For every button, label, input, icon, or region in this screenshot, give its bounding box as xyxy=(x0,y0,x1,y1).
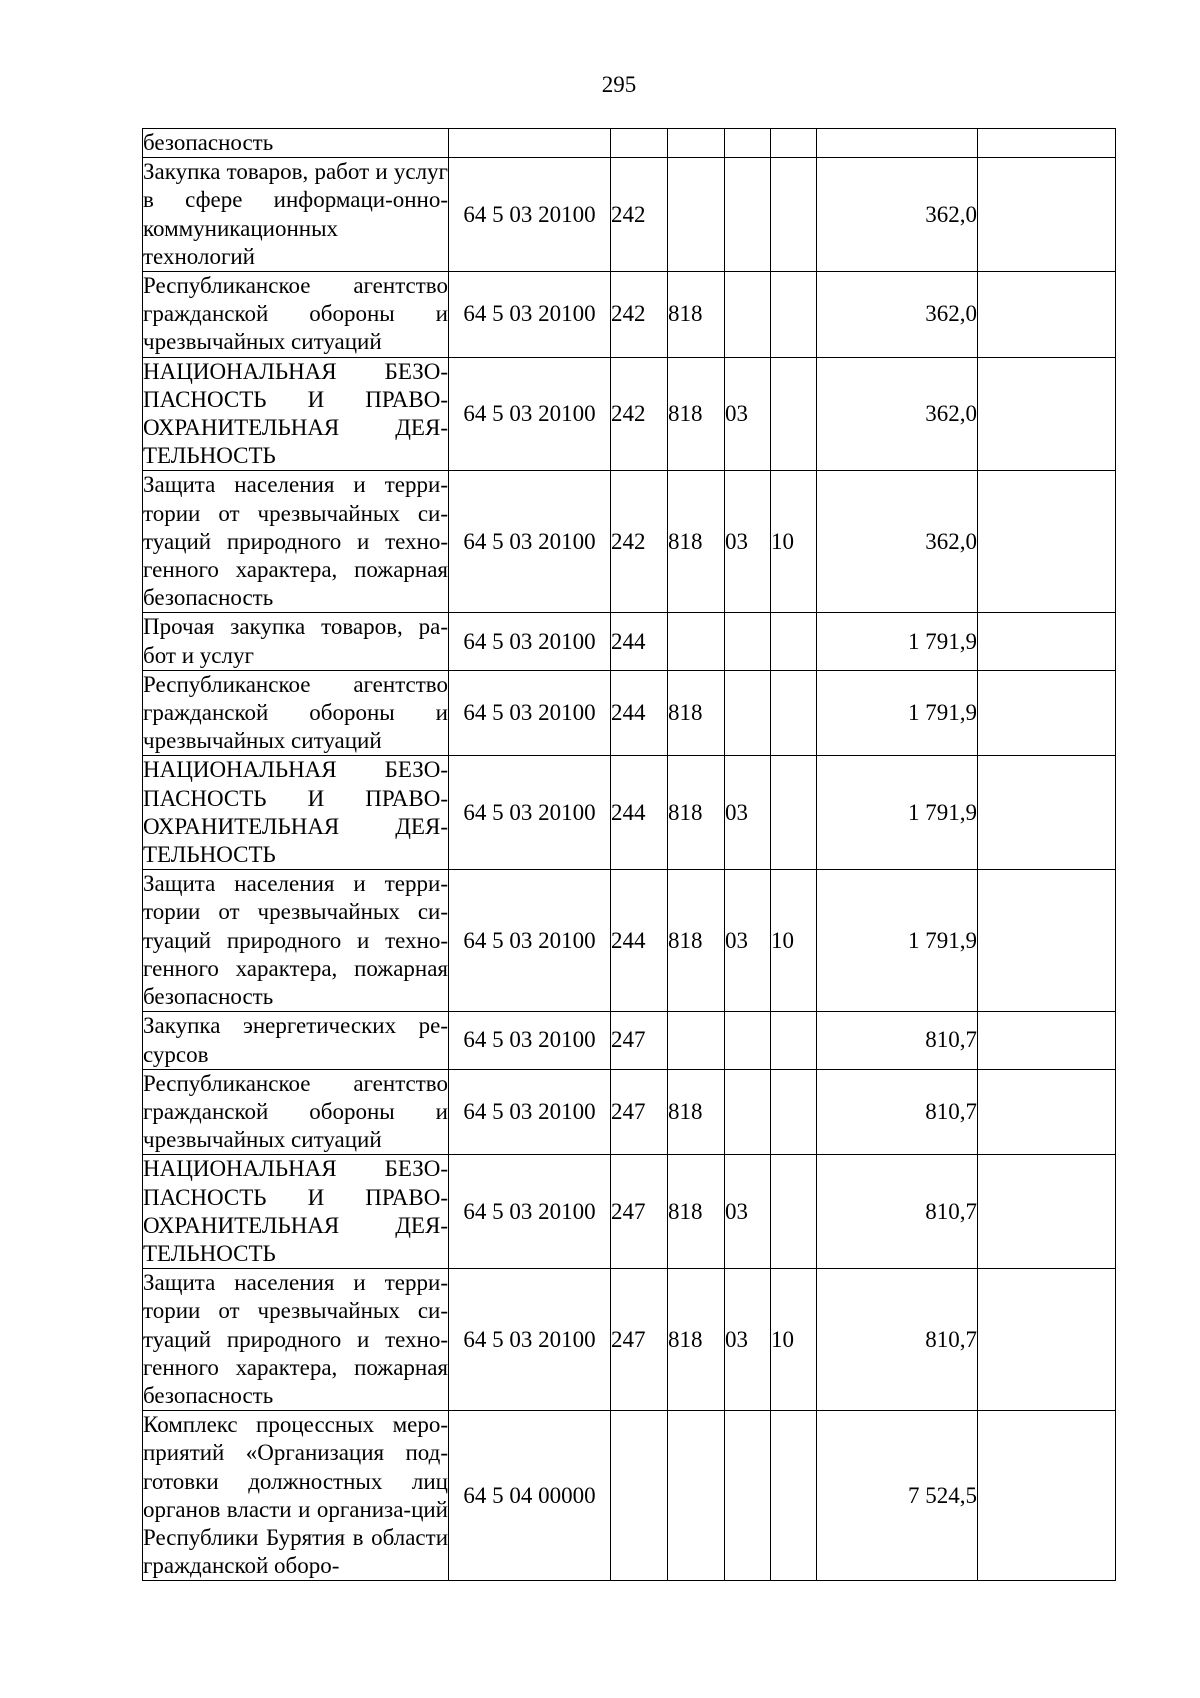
table-row xyxy=(143,670,1116,756)
table-row xyxy=(143,613,1116,670)
row-rz xyxy=(725,613,771,670)
row-pr xyxy=(771,357,817,471)
row-pr xyxy=(771,1012,817,1069)
row-code: 64 5 03 20100 xyxy=(449,1269,611,1411)
row-vr: 247 xyxy=(611,1269,668,1411)
row-code: 64 5 03 20100 xyxy=(449,471,611,613)
row-rz xyxy=(725,1012,771,1069)
row-code: 64 5 03 20100 xyxy=(449,756,611,870)
table-row xyxy=(143,129,1116,158)
row-grbs xyxy=(668,158,725,272)
row-name: НАЦИОНАЛЬНАЯ БЕЗО-ПАСНОСТЬ И ПРАВО-ОХРАНИТЕЛЬНАЯ ДЕЯ-ТЕЛЬНОСТЬ xyxy=(143,357,449,471)
row-grbs: 818 xyxy=(668,1269,725,1411)
row-grbs xyxy=(668,129,725,158)
row-pr xyxy=(771,613,817,670)
row-code: 64 5 03 20100 xyxy=(449,1012,611,1069)
row-grbs: 818 xyxy=(668,1155,725,1269)
row-empty-cell xyxy=(978,1411,1116,1581)
row-grbs: 818 xyxy=(668,471,725,613)
row-pr xyxy=(771,1069,817,1155)
row-sum: 362,0 xyxy=(817,471,978,613)
row-name: Республиканское агентство гражданской обороны и чрезвычайных ситуаций xyxy=(143,272,449,358)
row-name: НАЦИОНАЛЬНАЯ БЕЗО-ПАСНОСТЬ И ПРАВО-ОХРАНИТЕЛЬНАЯ ДЕЯ-ТЕЛЬНОСТЬ xyxy=(143,1155,449,1269)
row-rz xyxy=(725,272,771,358)
row-grbs xyxy=(668,1411,725,1581)
table-row xyxy=(143,272,1116,358)
row-name: безопасность xyxy=(143,129,449,158)
row-empty-cell xyxy=(978,272,1116,358)
row-code: 64 5 04 00000 xyxy=(449,1411,611,1581)
budget-table xyxy=(142,128,1116,1581)
row-rz: 03 xyxy=(725,1269,771,1411)
row-rz xyxy=(725,129,771,158)
row-grbs: 818 xyxy=(668,670,725,756)
row-vr: 242 xyxy=(611,471,668,613)
row-sum: 810,7 xyxy=(817,1069,978,1155)
row-rz xyxy=(725,1069,771,1155)
row-sum: 1 791,9 xyxy=(817,670,978,756)
row-sum: 1 791,9 xyxy=(817,870,978,1012)
row-vr: 242 xyxy=(611,357,668,471)
row-sum: 810,7 xyxy=(817,1269,978,1411)
row-vr: 242 xyxy=(611,272,668,358)
table-row xyxy=(143,1269,1116,1411)
row-pr xyxy=(771,158,817,272)
row-rz: 03 xyxy=(725,1155,771,1269)
table-row xyxy=(143,357,1116,471)
row-empty-cell xyxy=(978,1069,1116,1155)
row-rz xyxy=(725,670,771,756)
row-code: 64 5 03 20100 xyxy=(449,1069,611,1155)
row-rz: 03 xyxy=(725,471,771,613)
row-sum: 1 791,9 xyxy=(817,756,978,870)
table-body xyxy=(143,129,1116,1581)
table-row xyxy=(143,1411,1116,1581)
table-row xyxy=(143,1155,1116,1269)
row-pr: 10 xyxy=(771,471,817,613)
row-vr: 244 xyxy=(611,670,668,756)
row-rz: 03 xyxy=(725,357,771,471)
row-empty-cell xyxy=(978,357,1116,471)
row-grbs: 818 xyxy=(668,756,725,870)
row-name: Комплекс процессных меро-приятий «Организация под-готовки должностных лиц органов власти и организа-ций Республики Бурятия в области гражданской оборо- xyxy=(143,1411,449,1581)
row-code: 64 5 03 20100 xyxy=(449,357,611,471)
row-grbs: 818 xyxy=(668,870,725,1012)
row-sum xyxy=(817,129,978,158)
row-empty-cell xyxy=(978,1155,1116,1269)
row-sum: 810,7 xyxy=(817,1012,978,1069)
row-code: 64 5 03 20100 xyxy=(449,870,611,1012)
table-row xyxy=(143,870,1116,1012)
row-name: Республиканское агентство гражданской обороны и чрезвычайных ситуаций xyxy=(143,670,449,756)
row-sum: 1 791,9 xyxy=(817,613,978,670)
row-sum: 362,0 xyxy=(817,357,978,471)
row-name: Закупка товаров, работ и услуг в сфере информаци-онно-коммуникационных технологий xyxy=(143,158,449,272)
row-grbs: 818 xyxy=(668,1069,725,1155)
row-code: 64 5 03 20100 xyxy=(449,158,611,272)
row-name: Защита населения и терри-тории от чрезвычайных си-туаций природного и техно-генного характера, пожарная безопасность xyxy=(143,471,449,613)
row-sum: 362,0 xyxy=(817,272,978,358)
row-grbs xyxy=(668,613,725,670)
row-empty-cell xyxy=(978,1012,1116,1069)
row-grbs: 818 xyxy=(668,272,725,358)
row-rz: 03 xyxy=(725,756,771,870)
row-rz: 03 xyxy=(725,870,771,1012)
row-code: 64 5 03 20100 xyxy=(449,272,611,358)
table-row xyxy=(143,471,1116,613)
row-name: Защита населения и терри-тории от чрезвычайных си-туаций природного и техно-генного характера, пожарная безопасность xyxy=(143,1269,449,1411)
row-name: НАЦИОНАЛЬНАЯ БЕЗО-ПАСНОСТЬ И ПРАВО-ОХРАНИТЕЛЬНАЯ ДЕЯ-ТЕЛЬНОСТЬ xyxy=(143,756,449,870)
row-vr xyxy=(611,1411,668,1581)
row-name: Республиканское агентство гражданской обороны и чрезвычайных ситуаций xyxy=(143,1069,449,1155)
row-pr xyxy=(771,272,817,358)
table-row xyxy=(143,1012,1116,1069)
row-grbs xyxy=(668,1012,725,1069)
page-number: 295 xyxy=(601,72,637,97)
row-pr xyxy=(771,1411,817,1581)
row-pr: 10 xyxy=(771,1269,817,1411)
row-empty-cell xyxy=(978,129,1116,158)
table-row xyxy=(143,756,1116,870)
row-sum: 810,7 xyxy=(817,1155,978,1269)
row-vr: 244 xyxy=(611,870,668,1012)
row-empty-cell xyxy=(978,670,1116,756)
row-code: 64 5 03 20100 xyxy=(449,1155,611,1269)
row-empty-cell xyxy=(978,1269,1116,1411)
row-vr: 242 xyxy=(611,158,668,272)
row-sum: 362,0 xyxy=(817,158,978,272)
row-pr xyxy=(771,756,817,870)
row-code xyxy=(449,129,611,158)
table-row xyxy=(143,1069,1116,1155)
row-rz xyxy=(725,1411,771,1581)
row-empty-cell xyxy=(978,613,1116,670)
row-empty-cell xyxy=(978,870,1116,1012)
row-empty-cell xyxy=(978,471,1116,613)
row-vr: 247 xyxy=(611,1069,668,1155)
row-sum: 7 524,5 xyxy=(817,1411,978,1581)
row-name: Прочая закупка товаров, ра-бот и услуг xyxy=(143,613,449,670)
row-vr: 244 xyxy=(611,613,668,670)
row-vr xyxy=(611,129,668,158)
table-row xyxy=(143,158,1116,272)
row-pr xyxy=(771,129,817,158)
row-code: 64 5 03 20100 xyxy=(449,670,611,756)
row-vr: 247 xyxy=(611,1155,668,1269)
row-vr: 247 xyxy=(611,1012,668,1069)
row-vr: 244 xyxy=(611,756,668,870)
row-grbs: 818 xyxy=(668,357,725,471)
row-code: 64 5 03 20100 xyxy=(449,613,611,670)
row-pr xyxy=(771,1155,817,1269)
row-pr xyxy=(771,670,817,756)
row-pr: 10 xyxy=(771,870,817,1012)
row-rz xyxy=(725,158,771,272)
row-name: Защита населения и терри-тории от чрезвычайных си-туаций природного и техно-генного характера, пожарная безопасность xyxy=(143,870,449,1012)
row-empty-cell xyxy=(978,756,1116,870)
row-name: Закупка энергетических ре-сурсов xyxy=(143,1012,449,1069)
row-empty-cell xyxy=(978,158,1116,272)
